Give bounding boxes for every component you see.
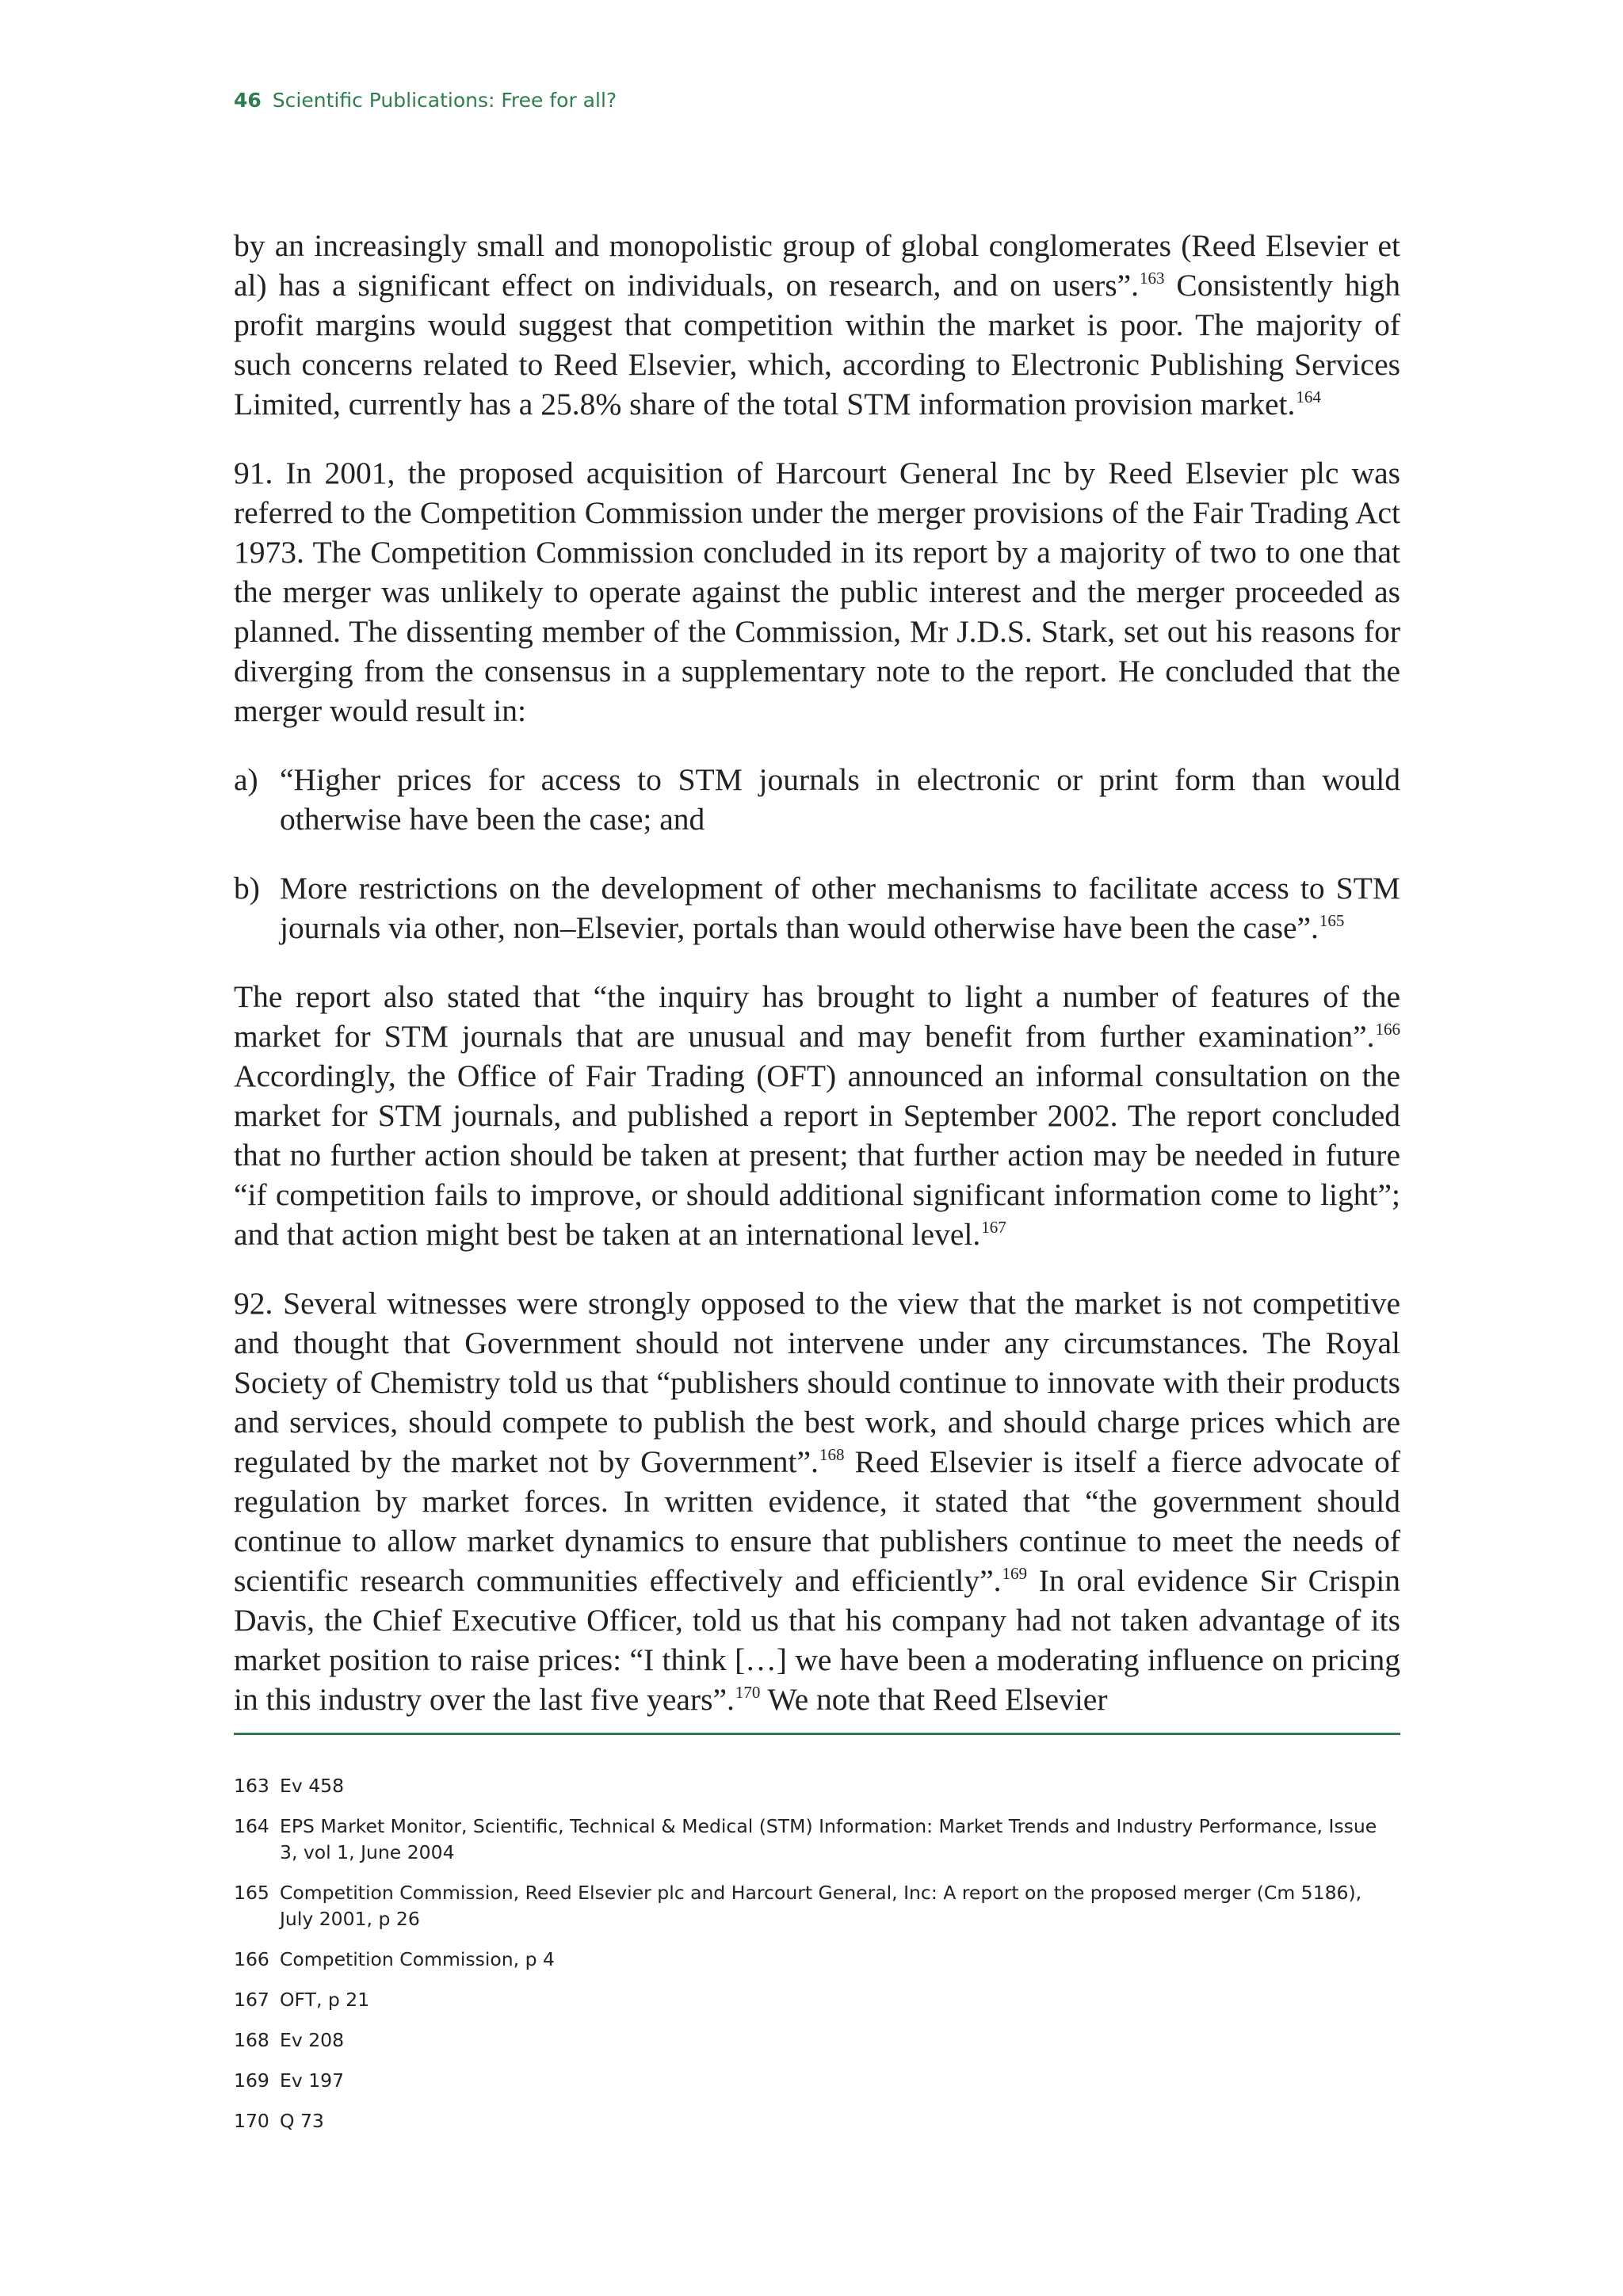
footnote-number: 167 (234, 1989, 269, 2011)
paragraph-91: 91. In 2001, the proposed acquisition of Harcourt General Inc by Reed Elsevier plc was referred to the Competition Commission under the merger provisions of the Fair Trading Act 1973. The Competition Commission concluded in its report by a majority of two to one that the merger was unlikely to operate against the public interest and the merger proceeded as planned. The dissenting member of the Commission, Mr J.D.S. Stark, set out his reasons for diverging from the consensus in a supplementary note to the report. He concluded that the merger would result in: (234, 456, 1400, 728)
text-run: We note that Reed Elsevier (760, 1682, 1108, 1717)
footnote-number: 164 (234, 1815, 269, 1837)
footnote-item (234, 1880, 1400, 1932)
text-run: Accordingly, the Office of Fair Trading (OFT) announced an informal consultation on the market for STM journals, and published a report in September 2002. The report concluded that no further action should be taken at present; that further action may be needed in future “if competition fails to improve, or should additional significant information come to light”; and that action might best be taken at an international level. (234, 1058, 1400, 1252)
footnote-item (234, 1773, 1400, 1799)
footnote-ref[interactable]: 166 (1375, 1020, 1400, 1039)
footnote-text: Ev 458 (280, 1775, 345, 1797)
footnote-ref[interactable]: 169 (1002, 1564, 1027, 1583)
footnote-number: 166 (234, 1948, 269, 1970)
footnote-text: Ev 208 (280, 2029, 345, 2051)
footnote-number: 170 (234, 2110, 269, 2132)
footnote-text: Ev 197 (280, 2069, 345, 2092)
text-run: 92. Several witnesses were strongly opposed to the view that the market is not competitive and thought that Government should not intervene under any circumstances. The Royal Society of Chemistry told us that “publishers should continue to innovate with their products and services, should compete to publish the best work, and should charge prices which are regulated by the market not by Government”. (234, 1286, 1400, 1479)
list-text: “Higher prices for access to STM journals in electronic or print form than would otherwise have been the case; and (280, 762, 1400, 837)
list-marker: a) (234, 762, 258, 797)
footnote-text: OFT, p 21 (280, 1989, 370, 2011)
footnotes (234, 1773, 1400, 2149)
footnote-item (234, 2068, 1400, 2094)
list-marker: b) (234, 871, 260, 906)
footnote-ref[interactable]: 164 (1296, 387, 1321, 406)
footnote-ref[interactable]: 168 (819, 1445, 845, 1464)
list-item-a (234, 760, 1400, 839)
list-item-b (234, 868, 1400, 948)
footnote-text: Q 73 (280, 2110, 324, 2132)
footnote-ref[interactable]: 167 (981, 1218, 1006, 1237)
paragraph-report (234, 977, 1400, 1254)
footnote-ref[interactable]: 170 (735, 1683, 761, 1702)
footnote-number: 165 (234, 1882, 269, 1904)
text-run: by an increasingly small and monopolistic group of global conglomerates (Reed Elsevier et al) has a significant effect on individuals, on research, and on users”. (234, 228, 1400, 303)
footnote-text: EPS Market Monitor, Scientific, Technical & Medical (STM) Information: Market Trends and Industry Performance, Issue 3, vol 1, June 2004 (280, 1815, 1377, 1863)
footnote-number: 169 (234, 2069, 269, 2092)
list-text: More restrictions on the development of other mechanisms to facilitate access to STM journals via other, non–Elsevier, portals than would otherwise have been the case”. (280, 871, 1400, 945)
footnote-text: Competition Commission, Reed Elsevier plc and Harcourt General, Inc: A report on the proposed merger (Cm 5186), July 2001, p 26 (280, 1882, 1362, 1930)
paragraph-92 (234, 1283, 1400, 1719)
footnote-ref[interactable]: 163 (1140, 269, 1165, 288)
footnote-number: 168 (234, 2029, 269, 2051)
footnote-item (234, 1814, 1400, 1866)
running-header (234, 89, 617, 112)
body-text (234, 226, 1400, 1719)
footnote-text: Competition Commission, p 4 (280, 1948, 555, 1970)
text-run: Consistently high profit margins would suggest that competition within the market is poor. The majority of such concerns related to Reed Elsevier, which, according to Electronic Publishing Services Limited, currently has a 25.8% share of the total STM information provision market. (234, 268, 1400, 421)
footnote-item (234, 2108, 1400, 2134)
text-run: Reed Elsevier is itself a fierce advocate of regulation by market forces. In written evidence, it stated that “the government should continue to allow market dynamics to ensure that publishers continue to meet the needs of scientific research communities effectively and efficiently”. (234, 1444, 1400, 1598)
page-number: 46 (234, 89, 262, 112)
text-run: In oral evidence Sir Crispin Davis, the Chief Executive Officer, told us that his company had not taken advantage of its market position to raise prices: “I think […] we have been a moderating influence on pricing in this industry over the last five years”. (234, 1563, 1400, 1717)
footnote-divider (234, 1733, 1400, 1735)
running-title: Scientific Publications: Free for all? (272, 89, 617, 112)
footnote-item (234, 1947, 1400, 1973)
paragraph-continued (234, 226, 1400, 424)
footnote-ref[interactable]: 165 (1319, 911, 1345, 930)
footnote-item (234, 1987, 1400, 2013)
footnote-number: 163 (234, 1775, 269, 1797)
footnote-item (234, 2027, 1400, 2054)
text-run: The report also stated that “the inquiry has brought to light a number of features of the market for STM journals that are unusual and may benefit from further examination”. (234, 979, 1400, 1054)
